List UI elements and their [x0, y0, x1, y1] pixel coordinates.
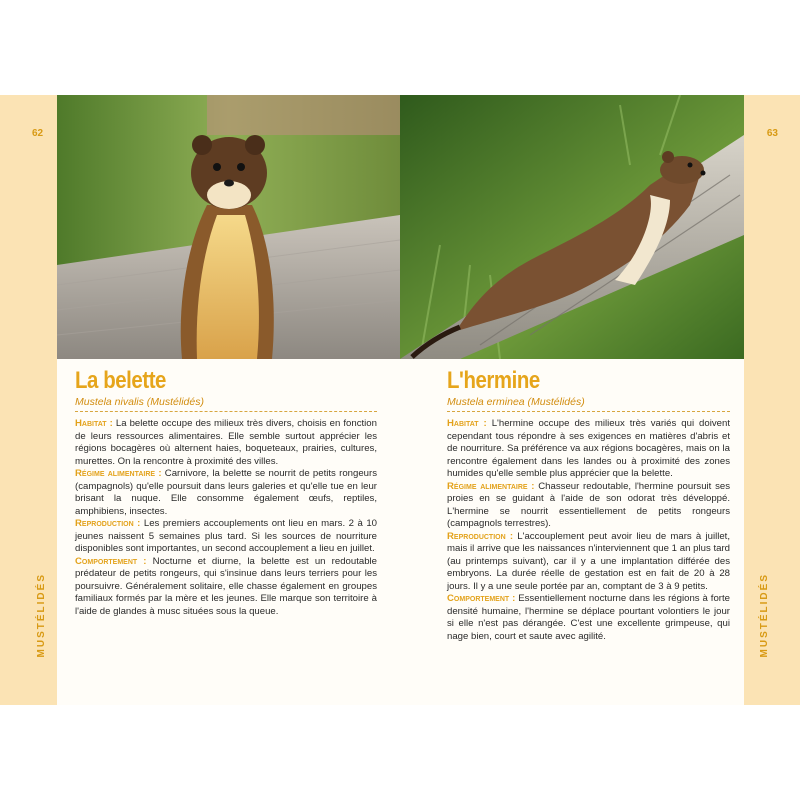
text-reproduction: Les premiers accouplements ont lieu en mars. 2 à 10 jeunes naissent 5 semaines plus tard. Si les sources de nourriture disponibles sont importantes, un second accouplement a lieu en juillet.: [75, 518, 377, 554]
left-margin-band: [0, 95, 57, 705]
page-number-right: 63: [766, 128, 778, 139]
stoat-photo: [400, 95, 744, 359]
right-article: [447, 365, 730, 643]
latin-name-belette: Mustela nivalis (Mustélidés): [75, 396, 377, 412]
book-spread: [0, 95, 800, 705]
page-number-left: 62: [32, 128, 44, 139]
text-comportement: Nocturne et diurne, la belette est un redoutable prédateur de petits rongeurs, qui s'insinue dans leurs terriers pour les poursuivre. Généralement solitaire, elle chasse également en groupes familiaux formés par la mère et les jeunes. Elle marque son territoire à l'aide de glandes à musc situées sous la queue.: [75, 555, 378, 617]
article-title-hermine: L'hermine: [447, 367, 540, 394]
text-habitat: La belette occupe des milieux très divers, choisis en fonction de leurs ressources alimentaires. Elle semble surtout apprécier les régions bocagères où alternent haies, boqueteaux, prairies, cultures, murettes. On la rencontre à proximité des villes.: [75, 418, 377, 467]
weasel-photo: [57, 95, 400, 359]
page-left: [57, 95, 400, 705]
label-habitat: Habitat :: [447, 418, 487, 429]
right-margin-band: [744, 95, 800, 705]
article-body-belette: [75, 418, 377, 618]
section-tab-left: MUSTÉLIDÉS: [36, 573, 47, 658]
label-reproduction: Reproduction :: [75, 518, 141, 529]
page-right: [400, 95, 744, 705]
text-regime: Carnivore, la belette se nourrit de petits rongeurs (campagnols) qu'elle poursuit dans leurs galeries et qu'elle tue en leur brisant la nuque. Elle consomme également œufs, reptiles, amphibiens, insectes.: [75, 468, 377, 517]
text-regime: Chasseur redoutable, l'hermine poursuit ses proies en se guidant à l'aide de son odorat très développé. L'hermine se nourrit essentiellement de petits rongeurs (campagnols terrestres).: [447, 480, 731, 529]
label-comportement: Comportement :: [447, 593, 516, 604]
label-comportement: Comportement :: [75, 555, 147, 567]
label-reproduction: Reproduction :: [447, 530, 514, 542]
text-habitat: L'hermine occupe des milieux très variés qui doivent cependant tous répondre à ses exigences en matières d'abris et de nourriture. Sa préférence va aux régions bocagères, mais on la rencontre également dans les landes ou à proximité des zones humides qu'elle semble plus apprécier que la belette.: [447, 418, 730, 479]
left-article: [75, 365, 377, 618]
label-regime: Régime alimentaire :: [75, 468, 162, 479]
text-comportement: Essentiellement nocturne dans les régions à forte densité humaine, l'hermine se déplace pourtant volontiers le jour si elle n'est pas dérangée. C'est une excellente grimpeuse, qui nage bien, court et saute avec agilité.: [447, 593, 730, 642]
latin-name-hermine: Mustela erminea (Mustélidés): [447, 396, 730, 412]
label-habitat: Habitat :: [75, 418, 113, 429]
article-title-belette: La belette: [75, 367, 166, 394]
label-regime: Régime alimentaire :: [447, 480, 535, 492]
text-reproduction: L'accouplement peut avoir lieu de mars à juillet, mais il arrive que les naissances n'interviennent que 1 an plus tard (au printemps suivant), car il y a une implantation différée des embryons. La durée réelle de gestation est en fait de 20 à 28 jours. Il y a une seule portée par an, comptant de 3 à 9 petits.: [447, 530, 730, 592]
section-tab-right: MUSTÉLIDÉS: [759, 573, 770, 658]
article-body-hermine: [447, 418, 730, 643]
